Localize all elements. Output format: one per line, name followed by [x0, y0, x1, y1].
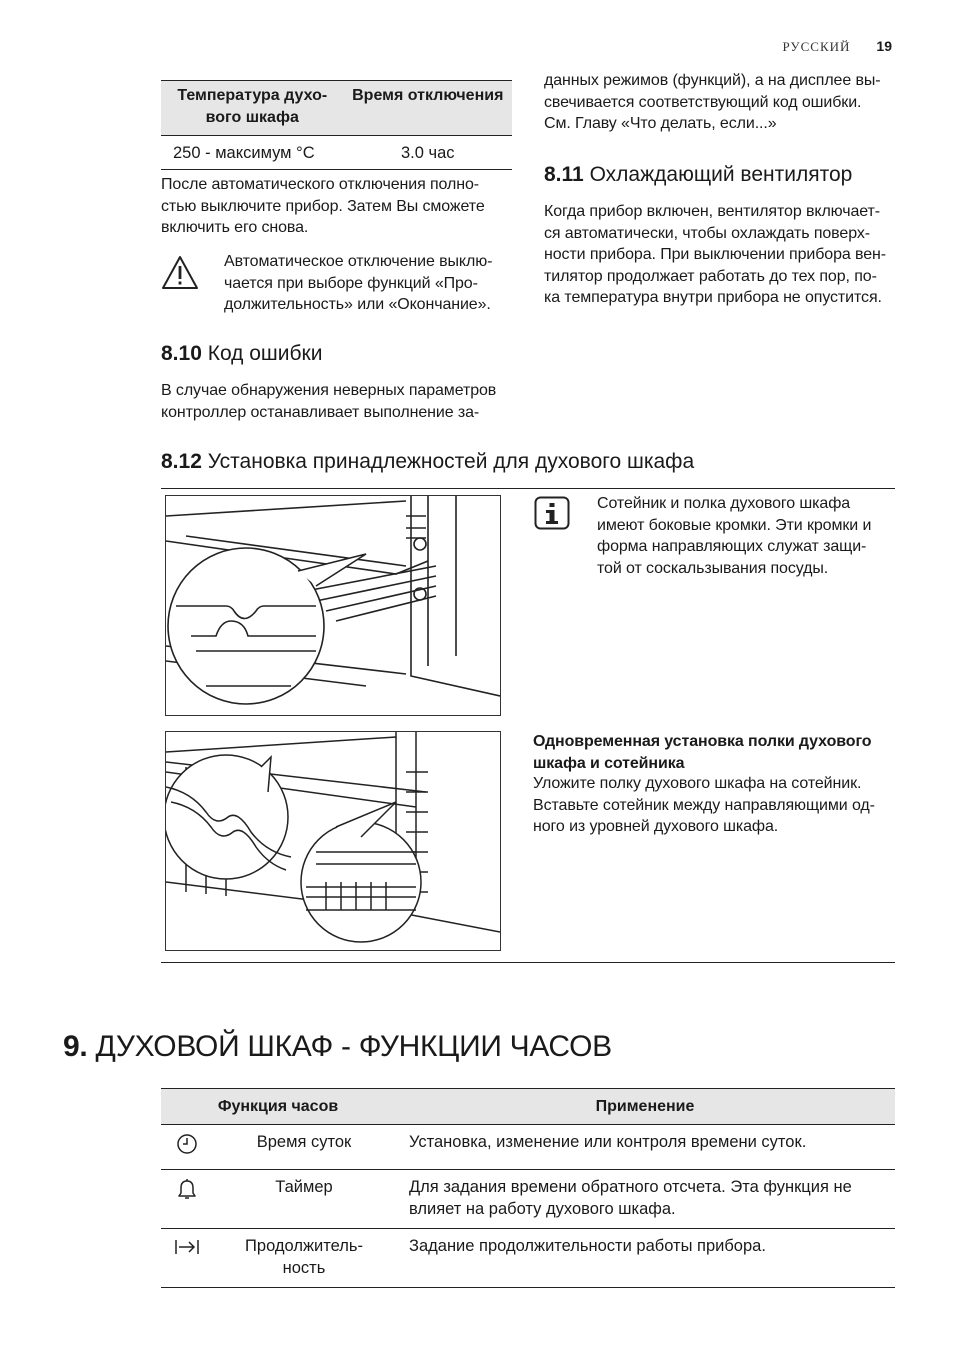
section-8-11-body: Когда прибор включен, вентилятор включает- ся автоматически, чтобы охлаждать поверх- ности прибора. При выключении прибора вен- тилятор продолжает работать до тех пор, по- ка температура внутри прибора не опустится. — [544, 203, 887, 306]
table-row — [161, 136, 512, 170]
section-8-10-continued: данных режимов (функций), а на дисплее вы- свечивается соответствующий код ошибки. См. Главу «Что делать, если...» — [544, 72, 881, 132]
info-text: Сотейник и полка духового шкафа имеют боковые кромки. Эти кромки и форма направляющих служат защи- той от соскальзывания посуды. — [597, 495, 872, 577]
warning-text: Автоматическое отключение выклю- чается при выборе функций «Про- должительность» или «Окончание». — [224, 253, 493, 313]
section-8-12-heading — [161, 449, 694, 475]
clock-icon — [176, 1133, 198, 1155]
shutoff-note: После автоматического отключения полно- стью выключите прибор. Затем Вы сможете включить его снова. — [161, 176, 485, 236]
bell-icon-cell — [161, 1170, 213, 1229]
clock-icon-cell — [161, 1125, 213, 1170]
section-8-10-body: В случае обнаружения неверных параметров контроллер останавливает выполнение за- — [161, 382, 497, 421]
clock-functions-table — [161, 1088, 895, 1288]
info-icon — [534, 496, 570, 530]
section-8-11-title: Охлаждающий вентилятор — [589, 163, 853, 186]
shutoff-table-header-temp: Температура духо- вого шкафа — [161, 81, 344, 136]
rack-and-tray-illustration — [165, 731, 501, 951]
duration-icon — [174, 1237, 200, 1257]
section-8-10-heading — [161, 341, 322, 367]
usage-timer: Для задания времени обратного отсчета. Эта функция не влияет на работу духового шкафа. — [395, 1170, 895, 1229]
bell-icon — [176, 1178, 198, 1200]
shutoff-table — [161, 80, 512, 170]
usage-time-of-day: Установка, изменение или контроля времени суток. — [395, 1125, 895, 1170]
rack-and-tray-drawing — [166, 732, 500, 950]
section-8-12-number: 8.12 — [161, 450, 202, 473]
shutoff-time-cell: 3.0 час — [344, 136, 512, 170]
chapter-9-number: 9. — [63, 1030, 88, 1063]
duration-icon-cell — [161, 1229, 213, 1288]
section-8-10-title: Код ошибки — [207, 342, 323, 365]
section-divider-top — [161, 488, 895, 489]
table-row — [161, 1229, 895, 1288]
table-row — [161, 1170, 895, 1229]
section-8-12-title: Установка принадлежностей для духового шкафа — [207, 450, 695, 473]
sub-body-rack-tray: Уложите полку духового шкафа на сотейник. Вставьте сотейник между направляющими од- ного из уровней духового шкафа. — [533, 775, 875, 835]
clock-table-header-function: Функция часов — [161, 1089, 395, 1125]
tray-runner-illustration — [165, 495, 501, 716]
tray-runner-drawing — [166, 496, 500, 715]
table-row — [161, 1125, 895, 1170]
clock-table-header-usage: Применение — [395, 1089, 895, 1125]
usage-duration: Задание продолжительности работы прибора. — [395, 1229, 895, 1288]
running-header — [783, 38, 892, 55]
function-duration: Продолжитель- ность — [213, 1229, 395, 1288]
page-number: 19 — [876, 38, 892, 54]
function-time-of-day: Время суток — [213, 1125, 395, 1170]
section-8-11-number: 8.11 — [544, 163, 584, 186]
section-8-10-number: 8.10 — [161, 342, 202, 365]
section-8-11-heading — [544, 162, 852, 188]
function-timer: Таймер — [213, 1170, 395, 1229]
header-language: РУССКИЙ — [782, 39, 851, 54]
shutoff-temp-cell: 250 - максимум °C — [161, 136, 344, 170]
warning-triangle-icon — [161, 255, 199, 291]
shutoff-table-header-time: Время отключения — [344, 81, 512, 136]
section-divider-bottom — [161, 962, 895, 963]
chapter-9-heading — [63, 1030, 612, 1064]
sub-heading-rack-tray: Одновременная установка полки духового шкафа и сотейника — [533, 733, 872, 772]
chapter-9-title: ДУХОВОЙ ШКАФ - ФУНКЦИИ ЧАСОВ — [95, 1030, 612, 1063]
